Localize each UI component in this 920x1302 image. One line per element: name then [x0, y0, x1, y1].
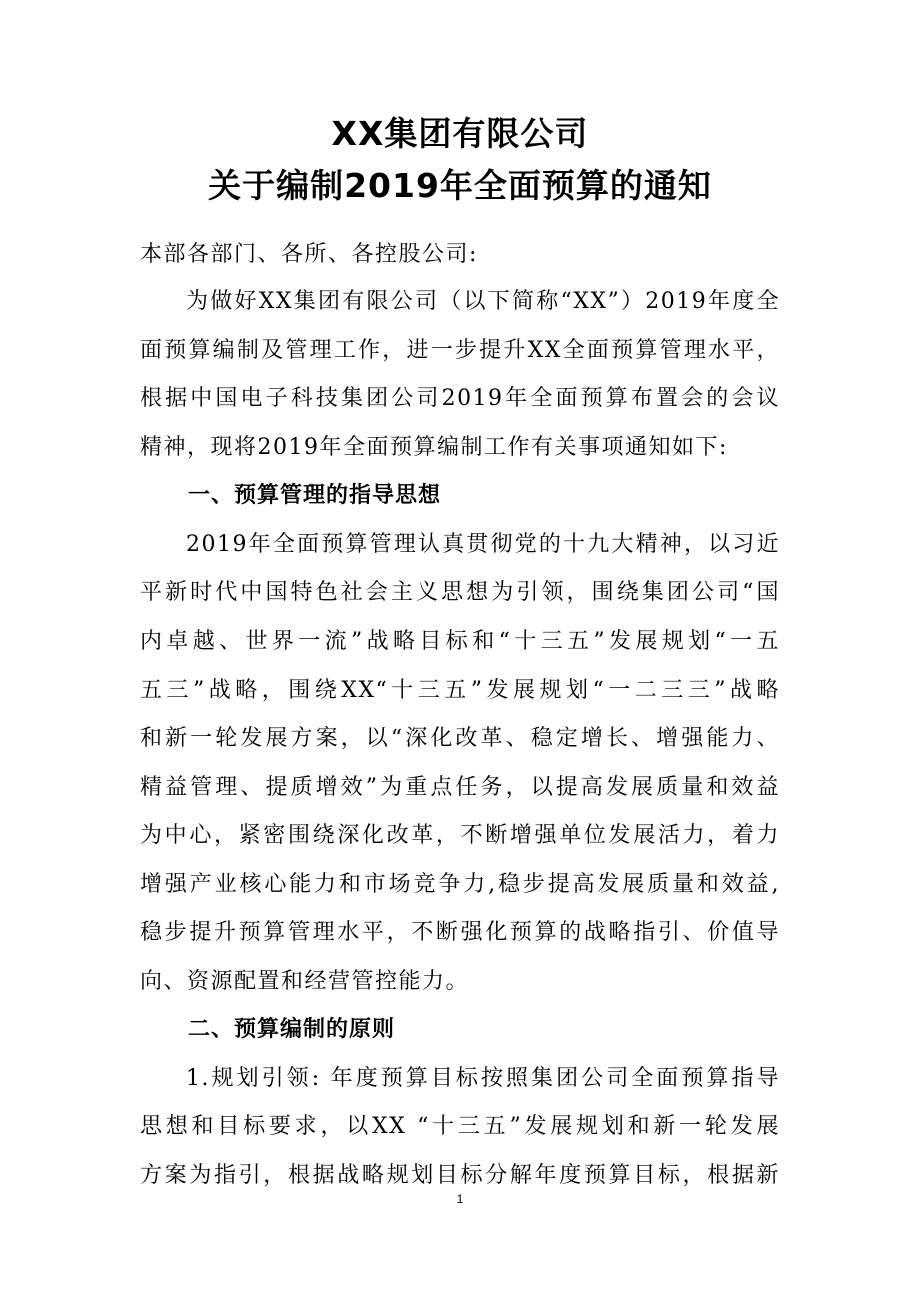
section1-line: 和新一轮发展方案，以“深化改革、稳定增长、增强能力、	[140, 726, 780, 751]
section1-line: 为中心，紧密围绕深化改革，不断增强单位发展活力，着力	[140, 823, 780, 848]
section1-line: 稳步提升预算管理水平，不断强化预算的战略指引、价值导	[140, 920, 780, 945]
section-heading-principles: 二、预算编制的原则	[188, 1017, 396, 1042]
section-heading-guiding-ideology: 一、预算管理的指导思想	[188, 483, 442, 508]
section1-line: 精益管理、提质增效”为重点任务，以提高发展质量和效益	[140, 775, 780, 800]
document-title-subject: 关于编制2019年全面预算的通知	[208, 166, 712, 205]
intro-line: 精神，现将2019年全面预算编制工作有关事项通知如下:	[140, 435, 728, 460]
intro-line: 面预算编制及管理工作，进一步提升XX全面预算管理水平，	[140, 338, 780, 363]
section1-line: 向、资源配置和经营管控能力。	[140, 969, 470, 994]
salutation: 本部各部门、各所、各控股公司:	[140, 242, 478, 267]
intro-line: 为做好XX集团有限公司（以下简称“XX”）2019年度全	[186, 289, 780, 314]
section1-line: 2019年全面预算管理认真贯彻党的十九大精神，以习近	[186, 532, 780, 557]
section2-line: 1.规划引领: 年度预算目标按照集团公司全面预算指导	[186, 1066, 780, 1091]
section1-line: 五三”战略，围绕XX“十三五”发展规划“一二三三”战略	[140, 678, 780, 703]
document-title-org: XX集团有限公司	[331, 114, 589, 153]
section1-line: 内卓越、世界一流”战略目标和“十三五”发展规划“一五	[140, 629, 780, 654]
intro-line: 根据中国电子科技集团公司2019年全面预算布置会的会议	[140, 386, 780, 411]
section2-line: 方案为指引，根据战略规划目标分解年度预算目标，根据新	[140, 1163, 780, 1188]
page-number: 1	[456, 1192, 464, 1206]
section1-line: 平新时代中国特色社会主义思想为引领，围绕集团公司“国	[140, 580, 780, 605]
section1-line: 增强产业核心能力和市场竞争力,稳步提高发展质量和效益,	[140, 872, 780, 897]
section2-line: 思想和目标要求，以XX “十三五”发展规划和新一轮发展	[140, 1114, 780, 1139]
